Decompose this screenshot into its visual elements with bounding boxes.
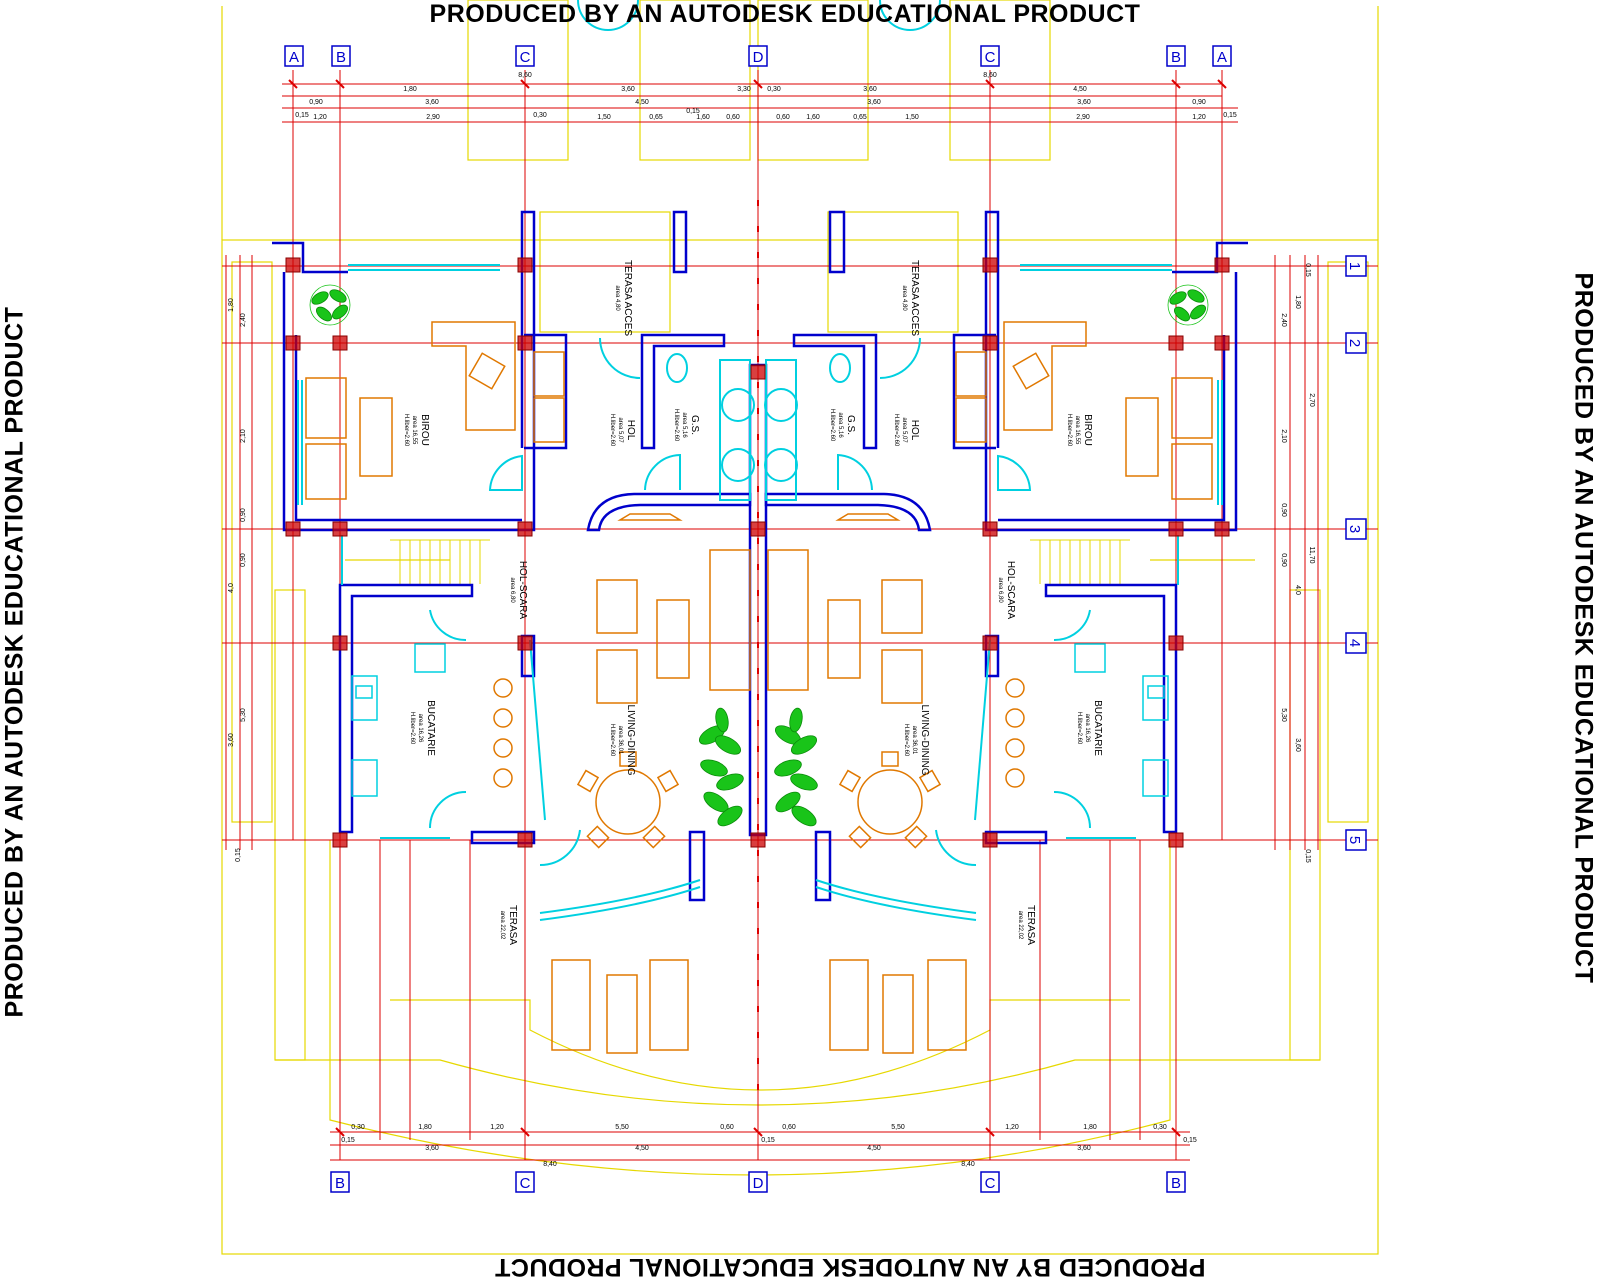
dim-text: 0,60 xyxy=(782,1124,796,1131)
svg-text:H.liber=2.60: H.liber=2.60 xyxy=(673,408,679,442)
dim-text: 1,20 xyxy=(313,114,327,121)
svg-text:H.liber=2.60: H.liber=2.60 xyxy=(403,413,409,447)
svg-text:area 6,80: area 6,80 xyxy=(509,577,515,603)
dim-text: 1,60 xyxy=(806,114,820,121)
svg-text:LIVING-DINING: LIVING-DINING xyxy=(625,704,636,776)
dim-text: 0,90 xyxy=(240,553,247,567)
dim-text: 3,60 xyxy=(228,733,235,747)
dim-text: 4,50 xyxy=(1073,86,1087,93)
axis-label: C xyxy=(519,49,531,66)
kitchen-fixtures xyxy=(352,644,1168,796)
room-label-terasa-acces xyxy=(614,260,633,336)
dim-text: 0,15 xyxy=(1304,849,1311,863)
dim-text: 0,15 xyxy=(1223,112,1237,119)
watermark-top: PRODUCED BY AN AUTODESK EDUCATIONAL PRODUCT xyxy=(429,0,1141,28)
svg-text:area 36,01: area 36,01 xyxy=(911,725,917,755)
dim-text: 2,10 xyxy=(1280,429,1287,443)
stairs-left xyxy=(390,540,490,584)
dim-text: 2,90 xyxy=(426,114,440,121)
axis-label: C xyxy=(984,1175,996,1192)
watermark-bottom: PRODUCED BY AN AUTODESK EDUCATIONAL PRODUCT xyxy=(494,1253,1206,1281)
dim-text: 0,15 xyxy=(686,108,700,115)
dim-text: 4,50 xyxy=(867,1145,881,1152)
dim-text: 0,30 xyxy=(351,1124,365,1131)
room-label-birou xyxy=(403,414,430,447)
svg-text:LIVING-DINING: LIVING-DINING xyxy=(919,704,930,776)
svg-text:area 5,16: area 5,16 xyxy=(837,412,843,438)
dim-text: 0,15 xyxy=(295,112,309,119)
dim-text: 0,15 xyxy=(1304,263,1311,277)
axis-label: 4 xyxy=(1346,638,1363,648)
room-label-terasa-acces xyxy=(901,260,920,336)
svg-text:G.S.: G.S. xyxy=(689,414,700,436)
dim-text: 3,60 xyxy=(1077,99,1091,106)
axis-bubbles-top xyxy=(285,46,1231,66)
svg-text:BUCATARIE: BUCATARIE xyxy=(1092,700,1103,756)
axis-label: B xyxy=(334,1175,346,1192)
dim-text: 4,0 xyxy=(228,583,235,593)
room-label-living xyxy=(609,704,636,775)
dim-text: 3,60 xyxy=(425,99,439,106)
dim-text: 0,90 xyxy=(309,99,323,106)
room-label-living xyxy=(903,704,930,775)
axis-lines xyxy=(222,70,1378,1160)
room-label-bucatarie xyxy=(1076,700,1103,756)
svg-text:H.liber=2.60: H.liber=2.60 xyxy=(1066,413,1072,447)
dim-text: 1,20 xyxy=(490,1124,504,1131)
dim-text: 1,20 xyxy=(1005,1124,1019,1131)
room-label-gs xyxy=(673,409,700,442)
dim-text: 0,60 xyxy=(776,114,790,121)
svg-text:area 4,80: area 4,80 xyxy=(614,285,620,311)
room-label-gs xyxy=(829,409,856,442)
dim-text: 3,60 xyxy=(1077,1145,1091,1152)
axis-label: B xyxy=(1170,49,1182,66)
svg-text:H.liber=2.60: H.liber=2.60 xyxy=(1076,711,1082,745)
dim-text: 0,90 xyxy=(1280,553,1287,567)
room-label-hol-scara xyxy=(509,561,528,620)
axis-label: C xyxy=(984,49,996,66)
dim-text: 3,60 xyxy=(863,86,877,93)
dim-text: 2,10 xyxy=(240,429,247,443)
axis-label: C xyxy=(519,1175,531,1192)
axis-label: A xyxy=(1216,49,1228,66)
dim-text: 8,40 xyxy=(961,1161,975,1168)
svg-text:HOL: HOL xyxy=(909,419,920,441)
axis-label: 5 xyxy=(1346,835,1363,845)
dim-text: 0,65 xyxy=(853,114,867,121)
plant-living-right xyxy=(772,707,819,830)
svg-text:TERASA: TERASA xyxy=(1025,904,1036,946)
walls xyxy=(272,212,1248,900)
dim-text: 3,60 xyxy=(867,99,881,106)
plant-birou-right xyxy=(1168,285,1208,325)
svg-text:area 36,01: area 36,01 xyxy=(617,725,623,755)
dim-text: 5,30 xyxy=(1280,708,1287,722)
svg-text:area 4,80: area 4,80 xyxy=(901,285,907,311)
svg-text:HOL-SCARA: HOL-SCARA xyxy=(517,560,528,620)
room-label-bucatarie xyxy=(409,700,436,756)
dim-text: 1,50 xyxy=(597,114,611,121)
dim-text: 1,80 xyxy=(418,1124,432,1131)
dim-text: 1,20 xyxy=(1192,114,1206,121)
axis-label: 1 xyxy=(1346,261,1363,271)
svg-text:area 16,26: area 16,26 xyxy=(1084,713,1090,743)
dim-text: 3,60 xyxy=(621,86,635,93)
svg-text:G.S.: G.S. xyxy=(845,414,856,436)
room-labels-left xyxy=(403,260,700,945)
dim-text: 1,80 xyxy=(228,298,235,312)
dim-text: 0,60 xyxy=(720,1124,734,1131)
dim-text: 5,30 xyxy=(240,708,247,722)
svg-text:H.liber=2.60: H.liber=2.60 xyxy=(609,413,615,447)
dim-text: 11,70 xyxy=(1308,546,1315,564)
room-label-birou xyxy=(1066,414,1093,447)
svg-text:BIROU: BIROU xyxy=(1082,414,1093,446)
dim-text: 0,90 xyxy=(240,508,247,522)
svg-text:area 6,80: area 6,80 xyxy=(997,577,1003,603)
room-label-hol xyxy=(893,414,920,447)
svg-text:H.liber=2.60: H.liber=2.60 xyxy=(903,723,909,757)
dim-text: 2,40 xyxy=(1280,313,1287,327)
svg-text:area 22,02: area 22,02 xyxy=(499,910,505,940)
dim-text: 5,50 xyxy=(615,1124,629,1131)
dim-text: 1,80 xyxy=(1294,295,1301,309)
dim-text: 0,15 xyxy=(341,1137,355,1144)
room-label-terasa xyxy=(499,905,518,945)
dim-text: 4,50 xyxy=(635,99,649,106)
room-labels-right xyxy=(829,260,1103,945)
plant-living-left xyxy=(696,707,745,830)
dim-text: 1,60 xyxy=(696,114,710,121)
dimension-text-right xyxy=(1280,263,1315,863)
dim-text: 8,40 xyxy=(543,1161,557,1168)
dim-text: 0,30 xyxy=(1153,1124,1167,1131)
svg-text:TERASA: TERASA xyxy=(507,904,518,946)
room-label-terasa xyxy=(1017,905,1036,945)
svg-text:TERASA ACCES: TERASA ACCES xyxy=(622,259,633,337)
axis-bubbles-right xyxy=(1346,256,1366,850)
dim-text: 4,0 xyxy=(1294,585,1301,595)
dim-text: 0,15 xyxy=(761,1137,775,1144)
plant-birou-left xyxy=(310,285,350,325)
dim-text: 0,90 xyxy=(1192,99,1206,106)
svg-text:H.liber=2.60: H.liber=2.60 xyxy=(609,723,615,757)
svg-text:BIROU: BIROU xyxy=(419,414,430,446)
dimension-text-left xyxy=(228,298,247,862)
svg-text:H.liber=2.60: H.liber=2.60 xyxy=(893,413,899,447)
watermark-left: PRODUCED BY AN AUTODESK EDUCATIONAL PRODUCT xyxy=(0,306,29,1018)
dim-text: 1,80 xyxy=(403,86,417,93)
svg-text:H.liber=2.60: H.liber=2.60 xyxy=(409,711,415,745)
dim-text: 0,30 xyxy=(533,112,547,119)
axis-label: D xyxy=(752,1175,764,1192)
glazing xyxy=(298,0,1222,920)
dim-text: 1,50 xyxy=(905,114,919,121)
dim-text: 2,40 xyxy=(240,313,247,327)
axis-label: 3 xyxy=(1346,524,1363,534)
axis-label: A xyxy=(288,49,300,66)
svg-text:area 22,02: area 22,02 xyxy=(1017,910,1023,940)
dim-text: 0,65 xyxy=(649,114,663,121)
axis-label: D xyxy=(752,49,764,66)
axis-label: B xyxy=(335,49,347,66)
svg-text:area 16,26: area 16,26 xyxy=(417,713,423,743)
stairs-right xyxy=(1030,540,1130,584)
axis-label: 2 xyxy=(1346,338,1363,348)
room-label-hol xyxy=(609,414,636,447)
dim-text: 3,30 xyxy=(737,86,751,93)
dim-text: 0,60 xyxy=(726,114,740,121)
dim-text: 8,60 xyxy=(518,72,532,79)
axis-bubbles-bottom xyxy=(331,1172,1185,1192)
dim-text: 0,30 xyxy=(767,86,781,93)
dim-text: 0,90 xyxy=(1280,503,1287,517)
dim-text: 0,15 xyxy=(1183,1137,1197,1144)
outline-yellow xyxy=(222,0,1378,1254)
svg-text:TERASA ACCES: TERASA ACCES xyxy=(909,259,920,337)
svg-text:H.liber=2.60: H.liber=2.60 xyxy=(829,408,835,442)
dim-text: 2,70 xyxy=(1308,393,1315,407)
svg-text:area 5,16: area 5,16 xyxy=(681,412,687,438)
dim-text: 3,60 xyxy=(1294,738,1301,752)
svg-text:area 16,55: area 16,55 xyxy=(1074,415,1080,445)
watermark-right: PRODUCED BY AN AUTODESK EDUCATIONAL PRODUCT xyxy=(1569,272,1598,984)
dim-text: 3,60 xyxy=(425,1145,439,1152)
room-label-hol-scara xyxy=(997,561,1016,620)
dim-text: 0,15 xyxy=(235,848,242,862)
dim-text: 1,80 xyxy=(1083,1124,1097,1131)
svg-text:area 5,07: area 5,07 xyxy=(901,417,907,443)
svg-text:area 5,07: area 5,07 xyxy=(617,417,623,443)
dim-text: 2,90 xyxy=(1076,114,1090,121)
axis-label: B xyxy=(1170,1175,1182,1192)
svg-text:BUCATARIE: BUCATARIE xyxy=(425,700,436,756)
svg-text:HOL-SCARA: HOL-SCARA xyxy=(1005,560,1016,620)
dim-text: 4,50 xyxy=(635,1145,649,1152)
svg-text:HOL: HOL xyxy=(625,419,636,441)
dim-text: 5,50 xyxy=(891,1124,905,1131)
dim-text: 8,60 xyxy=(983,72,997,79)
svg-text:area 16,55: area 16,55 xyxy=(411,415,417,445)
